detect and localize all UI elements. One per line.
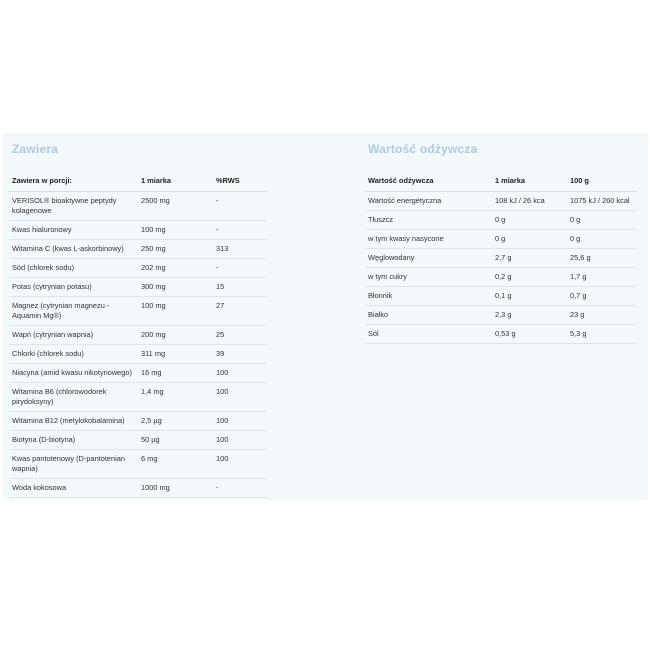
nutrition-header-row <box>365 171 637 192</box>
nutrition-header-portion: 1 miarka <box>492 171 567 192</box>
ingredients-cell: 100 <box>213 383 267 412</box>
ingredients-table <box>9 171 267 498</box>
ingredients-cell: Biotyna (D-biotyna) <box>9 431 138 450</box>
nutrition-cell: Błonnik <box>365 287 492 306</box>
ingredients-cell: 50 µg <box>138 431 213 450</box>
ingredients-cell: Potas (cytrynian potasu) <box>9 278 138 297</box>
nutrition-cell: w tym kwasy nasycone <box>365 230 492 249</box>
nutrition-title: Wartość odżywcza <box>368 142 478 156</box>
ingredients-cell: Kwas pantotenowy (D-pantotenian wapnia) <box>9 450 138 479</box>
ingredients-cell: 300 mg <box>138 278 213 297</box>
nutrition-cell: 1,7 g <box>567 268 637 287</box>
ingredients-body <box>9 192 267 498</box>
ingredients-cell: 16 mg <box>138 364 213 383</box>
ingredients-cell: 6 mg <box>138 450 213 479</box>
nutrition-cell: 0 g <box>492 211 567 230</box>
ingredients-row <box>9 221 267 240</box>
ingredients-cell: 311 mg <box>138 345 213 364</box>
ingredients-row <box>9 345 267 364</box>
nutrition-cell: 0,1 g <box>492 287 567 306</box>
nutrition-cell: Sól <box>365 325 492 344</box>
ingredients-cell: 250 mg <box>138 240 213 259</box>
ingredients-cell: 202 mg <box>138 259 213 278</box>
ingredients-row <box>9 326 267 345</box>
ingredients-header-name: Zawiera w porcji: <box>9 171 138 192</box>
nutrition-cell: 0 g <box>567 230 637 249</box>
ingredients-row <box>9 259 267 278</box>
ingredients-cell: 100 <box>213 412 267 431</box>
ingredients-row <box>9 278 267 297</box>
nutrition-body <box>365 192 637 344</box>
nutrition-cell: 1075 kJ / 260 kcal <box>567 192 637 211</box>
ingredients-header-portion: 1 miarka <box>138 171 213 192</box>
nutrition-row <box>365 268 637 287</box>
nutrition-cell: Węglowodany <box>365 249 492 268</box>
ingredients-cell: - <box>213 221 267 240</box>
ingredients-cell: 15 <box>213 278 267 297</box>
ingredients-cell: Witamina B6 (chlorowodorek pirydoksyny) <box>9 383 138 412</box>
ingredients-cell: 2500 mg <box>138 192 213 221</box>
ingredients-cell: 200 mg <box>138 326 213 345</box>
ingredients-cell: Woda kokosowa <box>9 479 138 498</box>
ingredients-cell: Kwas hialuronowy <box>9 221 138 240</box>
nutrition-cell: 25,6 g <box>567 249 637 268</box>
ingredients-header-row <box>9 171 267 192</box>
nutrition-cell: 2,3 g <box>492 306 567 325</box>
nutrition-cell: 108 kJ / 26 kca <box>492 192 567 211</box>
ingredients-cell: 313 <box>213 240 267 259</box>
nutrition-cell: 0 g <box>492 230 567 249</box>
nutrition-panel <box>3 133 648 500</box>
ingredients-row <box>9 297 267 326</box>
nutrition-row <box>365 192 637 211</box>
ingredients-row <box>9 479 267 498</box>
ingredients-row <box>9 431 267 450</box>
nutrition-cell: Białko <box>365 306 492 325</box>
nutrition-table <box>365 171 637 344</box>
ingredients-cell: Chlorki (chlorek sodu) <box>9 345 138 364</box>
ingredients-cell: Sód (chlorek sodu) <box>9 259 138 278</box>
nutrition-row <box>365 211 637 230</box>
ingredients-header-rws: %RWS <box>213 171 267 192</box>
nutrition-header-100g: 100 g <box>567 171 637 192</box>
nutrition-cell: 0,53 g <box>492 325 567 344</box>
ingredients-cell: Wapń (cytrynian wapnia) <box>9 326 138 345</box>
ingredients-cell: 100 <box>213 450 267 479</box>
ingredients-cell: 1000 mg <box>138 479 213 498</box>
ingredients-cell: Magnez (cytrynian magnezu - Aquamin Mg®) <box>9 297 138 326</box>
nutrition-cell: w tym cukry <box>365 268 492 287</box>
nutrition-cell: 2,7 g <box>492 249 567 268</box>
ingredients-cell: 100 mg <box>138 297 213 326</box>
ingredients-cell: Witamina B12 (metylokobalamina) <box>9 412 138 431</box>
ingredients-cell: 27 <box>213 297 267 326</box>
nutrition-row <box>365 230 637 249</box>
ingredients-cell: - <box>213 259 267 278</box>
ingredients-cell: 100 <box>213 431 267 450</box>
nutrition-cell: 0 g <box>567 211 637 230</box>
ingredients-row <box>9 412 267 431</box>
nutrition-row <box>365 306 637 325</box>
ingredients-cell: - <box>213 192 267 221</box>
nutrition-cell: 5,3 g <box>567 325 637 344</box>
ingredients-row <box>9 192 267 221</box>
nutrition-header-name: Wartość odżywcza <box>365 171 492 192</box>
nutrition-cell: 23 g <box>567 306 637 325</box>
nutrition-cell: Wartość energetyczna <box>365 192 492 211</box>
nutrition-cell: 0,7 g <box>567 287 637 306</box>
ingredients-cell: - <box>213 479 267 498</box>
ingredients-row <box>9 240 267 259</box>
nutrition-row <box>365 325 637 344</box>
ingredients-cell: Niacyna (amid kwasu nikotynowego) <box>9 364 138 383</box>
ingredients-cell: 100 <box>213 364 267 383</box>
ingredients-cell: 39 <box>213 345 267 364</box>
ingredients-cell: Witamina C (kwas L-askorbinowy) <box>9 240 138 259</box>
ingredients-row <box>9 383 267 412</box>
ingredients-cell: VERISOL® bioaktywne peptydy kolagenowe <box>9 192 138 221</box>
ingredients-cell: 25 <box>213 326 267 345</box>
ingredients-row <box>9 364 267 383</box>
nutrition-row <box>365 249 637 268</box>
nutrition-row <box>365 287 637 306</box>
ingredients-cell: 2,5 µg <box>138 412 213 431</box>
ingredients-cell: 100 mg <box>138 221 213 240</box>
ingredients-cell: 1,4 mg <box>138 383 213 412</box>
ingredients-row <box>9 450 267 479</box>
ingredients-title: Zawiera <box>12 142 59 156</box>
nutrition-cell: Tłuszcz <box>365 211 492 230</box>
nutrition-cell: 0,2 g <box>492 268 567 287</box>
